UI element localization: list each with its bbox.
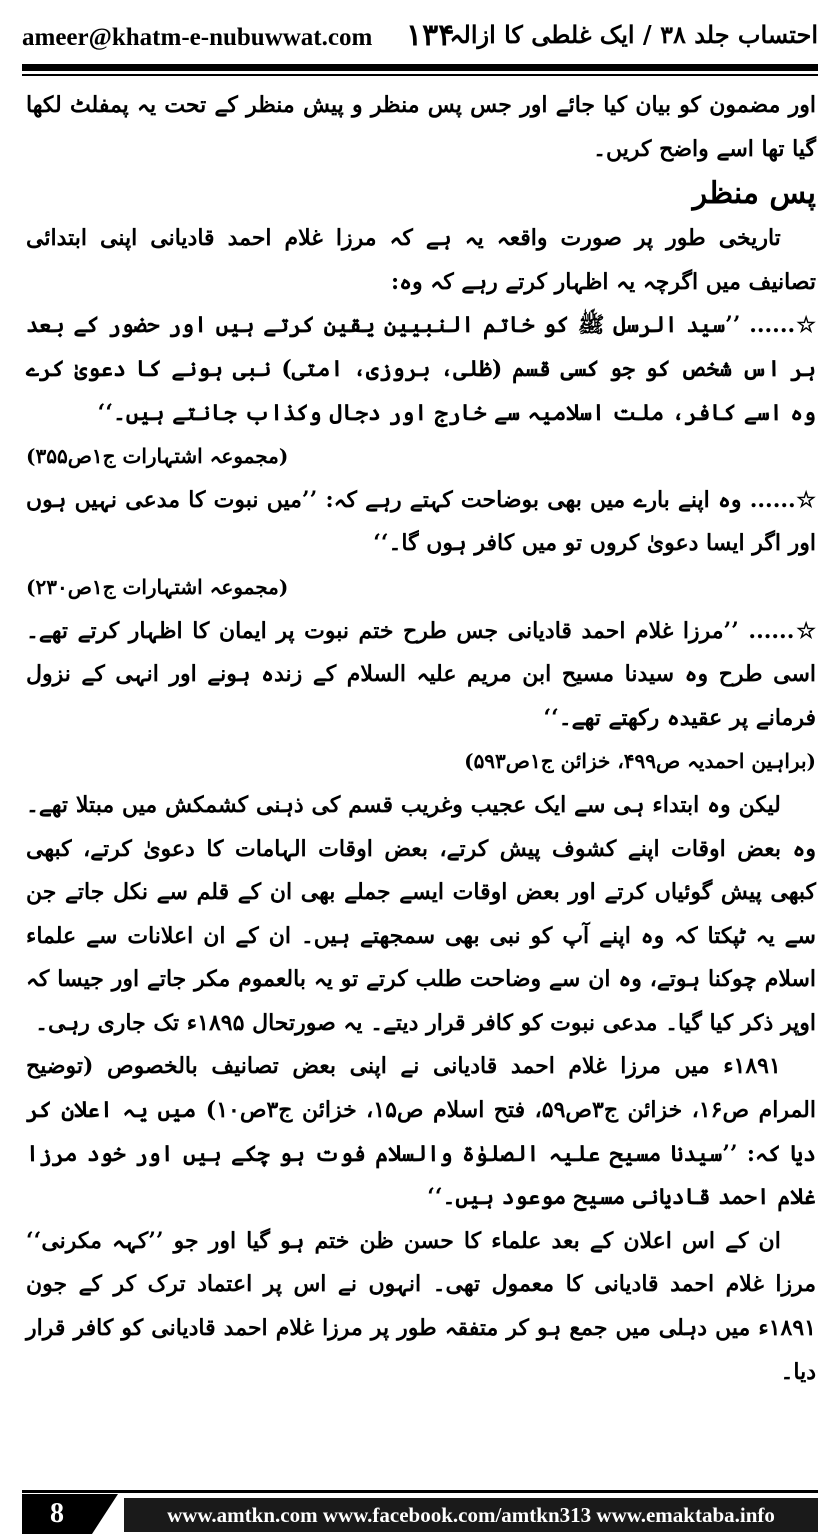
footer-rule (22, 1490, 818, 1493)
footer-page-number: 8 (22, 1494, 92, 1534)
header-book-title: احتساب جلد ۳۸ / ایک غلطی کا ازالہ (449, 20, 818, 49)
header-email: ameer@khatm-e-nubuwwat.com (22, 24, 373, 51)
reference-3: (براہین احمدیہ ص۴۹۹، خزائن ج۱ص۵۹۳) (464, 749, 816, 774)
paragraph-confusion: لیکن وہ ابتداء ہی سے ایک عجیب وغریب قسم کی ذہنی کشمکش میں مبتلا تھے۔ وہ بعض اوقات اپنے کشوف پیش کرتے، بعض اوقات الہامات کا دعویٰ کرتے، کبھی کبھی پیش گوئیاں کرتے اور بعض اوقات ایسے جملے بھی ان کے قلم سے نکل جاتے جن سے یہ ٹپکتا کہ وہ اپنے آپ کو نبی بھی سمجھتے ہیں۔ ان کے ان اعلانات سے علماء اسلام چوکنا ہوتے، وہ ان سے وضاحت طلب کرتے تو یہ بالعموم مکر جاتے اور جیسا کہ اوپر ذکر کیا گیا۔ مدعی نبوت کو کافر قرار دیتے۔ یہ صورتحال ۱۸۹۵ء تک جاری رہی۔ (26, 791, 816, 1036)
bullet-quote-3: ☆...... ’’مرزا غلام احمد قادیانی جس طرح ختم نبوت پر ایمان کا اظہار کرتے تھے۔ اسی طرح وہ سیدنا مسیح ابن مریم علیہ السلام کے زندہ ہونے اور انہی کے نزول فرمانے پر عقیدہ رکھتے تھے۔‘‘ (26, 617, 816, 731)
page-content (26, 84, 816, 1394)
header-page-number: ۱۳۴ (406, 18, 455, 53)
footer-triangle (92, 1494, 118, 1534)
reference-1: (مجموعہ اشتہارات ج۱ص۳۵۵) (26, 444, 289, 469)
bullet-quote-1: ☆...... ’’سید الرسل ﷺ کو خاتم النبیین یقین کرتے ہیں اور حضور کے بعد ہر اس شخص کو جو کسی قسم (ظلی، بروزی، امتی) نبی ہونے کا دعویٰ کرے وہ اسے کافر، ملت اسلامیہ سے خارج اور دجال وکذاب جانتے ہیں۔‘‘ (26, 312, 816, 426)
bullet-quote-2: ☆...... وہ اپنے بارے میں بھی بوضاحت کہتے رہے کہ: ’’میں نبوت کا مدعی نہیں ہوں اور اگر ایسا دعویٰ کروں تو میں کافر ہوں گا۔‘‘ (26, 486, 816, 557)
paragraph-background: تاریخی طور پر صورت واقعہ یہ ہے کہ مرزا غلام احمد قادیانی اپنی ابتدائی تصانیف میں اگرچہ یہ اظہار کرتے رہے کہ وہ: (26, 225, 816, 295)
header-rule-thin (22, 74, 818, 76)
reference-2: (مجموعہ اشتہارات ج۱ص۲۳۰) (26, 574, 289, 599)
header-rule-thick (22, 64, 818, 71)
paragraph-conclusion: ان کے اس اعلان کے بعد علماء کا حسن ظن ختم ہو گیا اور جو ’’کہہ مکرنی‘‘ مرزا غلام احمد قادیانی کا معمول تھی۔ انہوں نے اس پر اعتماد ترک کر کے جون ۱۸۹۱ء میں دہلی میں جمع ہو کر متفقہ طور پر مرزا غلام احمد قادیانی کو کافر قرار دیا۔ (26, 1227, 816, 1385)
section-heading: پس منظر (692, 176, 816, 212)
paragraph-intro: اور مضمون کو بیان کیا جائے اور جس پس منظر و پیش منظر کے تحت یہ پمفلٹ لکھا گیا تھا اسے واضح کریں۔ (26, 92, 816, 162)
footer-urls: www.amtkn.com www.facebook.com/amtkn313 www.emaktaba.info (124, 1498, 818, 1532)
page-header (22, 14, 818, 60)
paragraph-1891: ۱۸۹۱ء میں مرزا غلام احمد قادیانی نے اپنی بعض تصانیف بالخصوص (توضیح المرام ص۱۶، خزائن ج۳ص۵۹، فتح اسلام ص۱۵، خزائن ج۳ص۱۰) میں یہ اعلان کر دیا کہ: ’’سیدنا مسیح علیہ الصلوٰۃ والسلام فوت ہو چکے ہیں اور خود مرزا غلام احمد قادیانی مسیح موعود ہیں۔‘‘ (26, 1053, 816, 1211)
